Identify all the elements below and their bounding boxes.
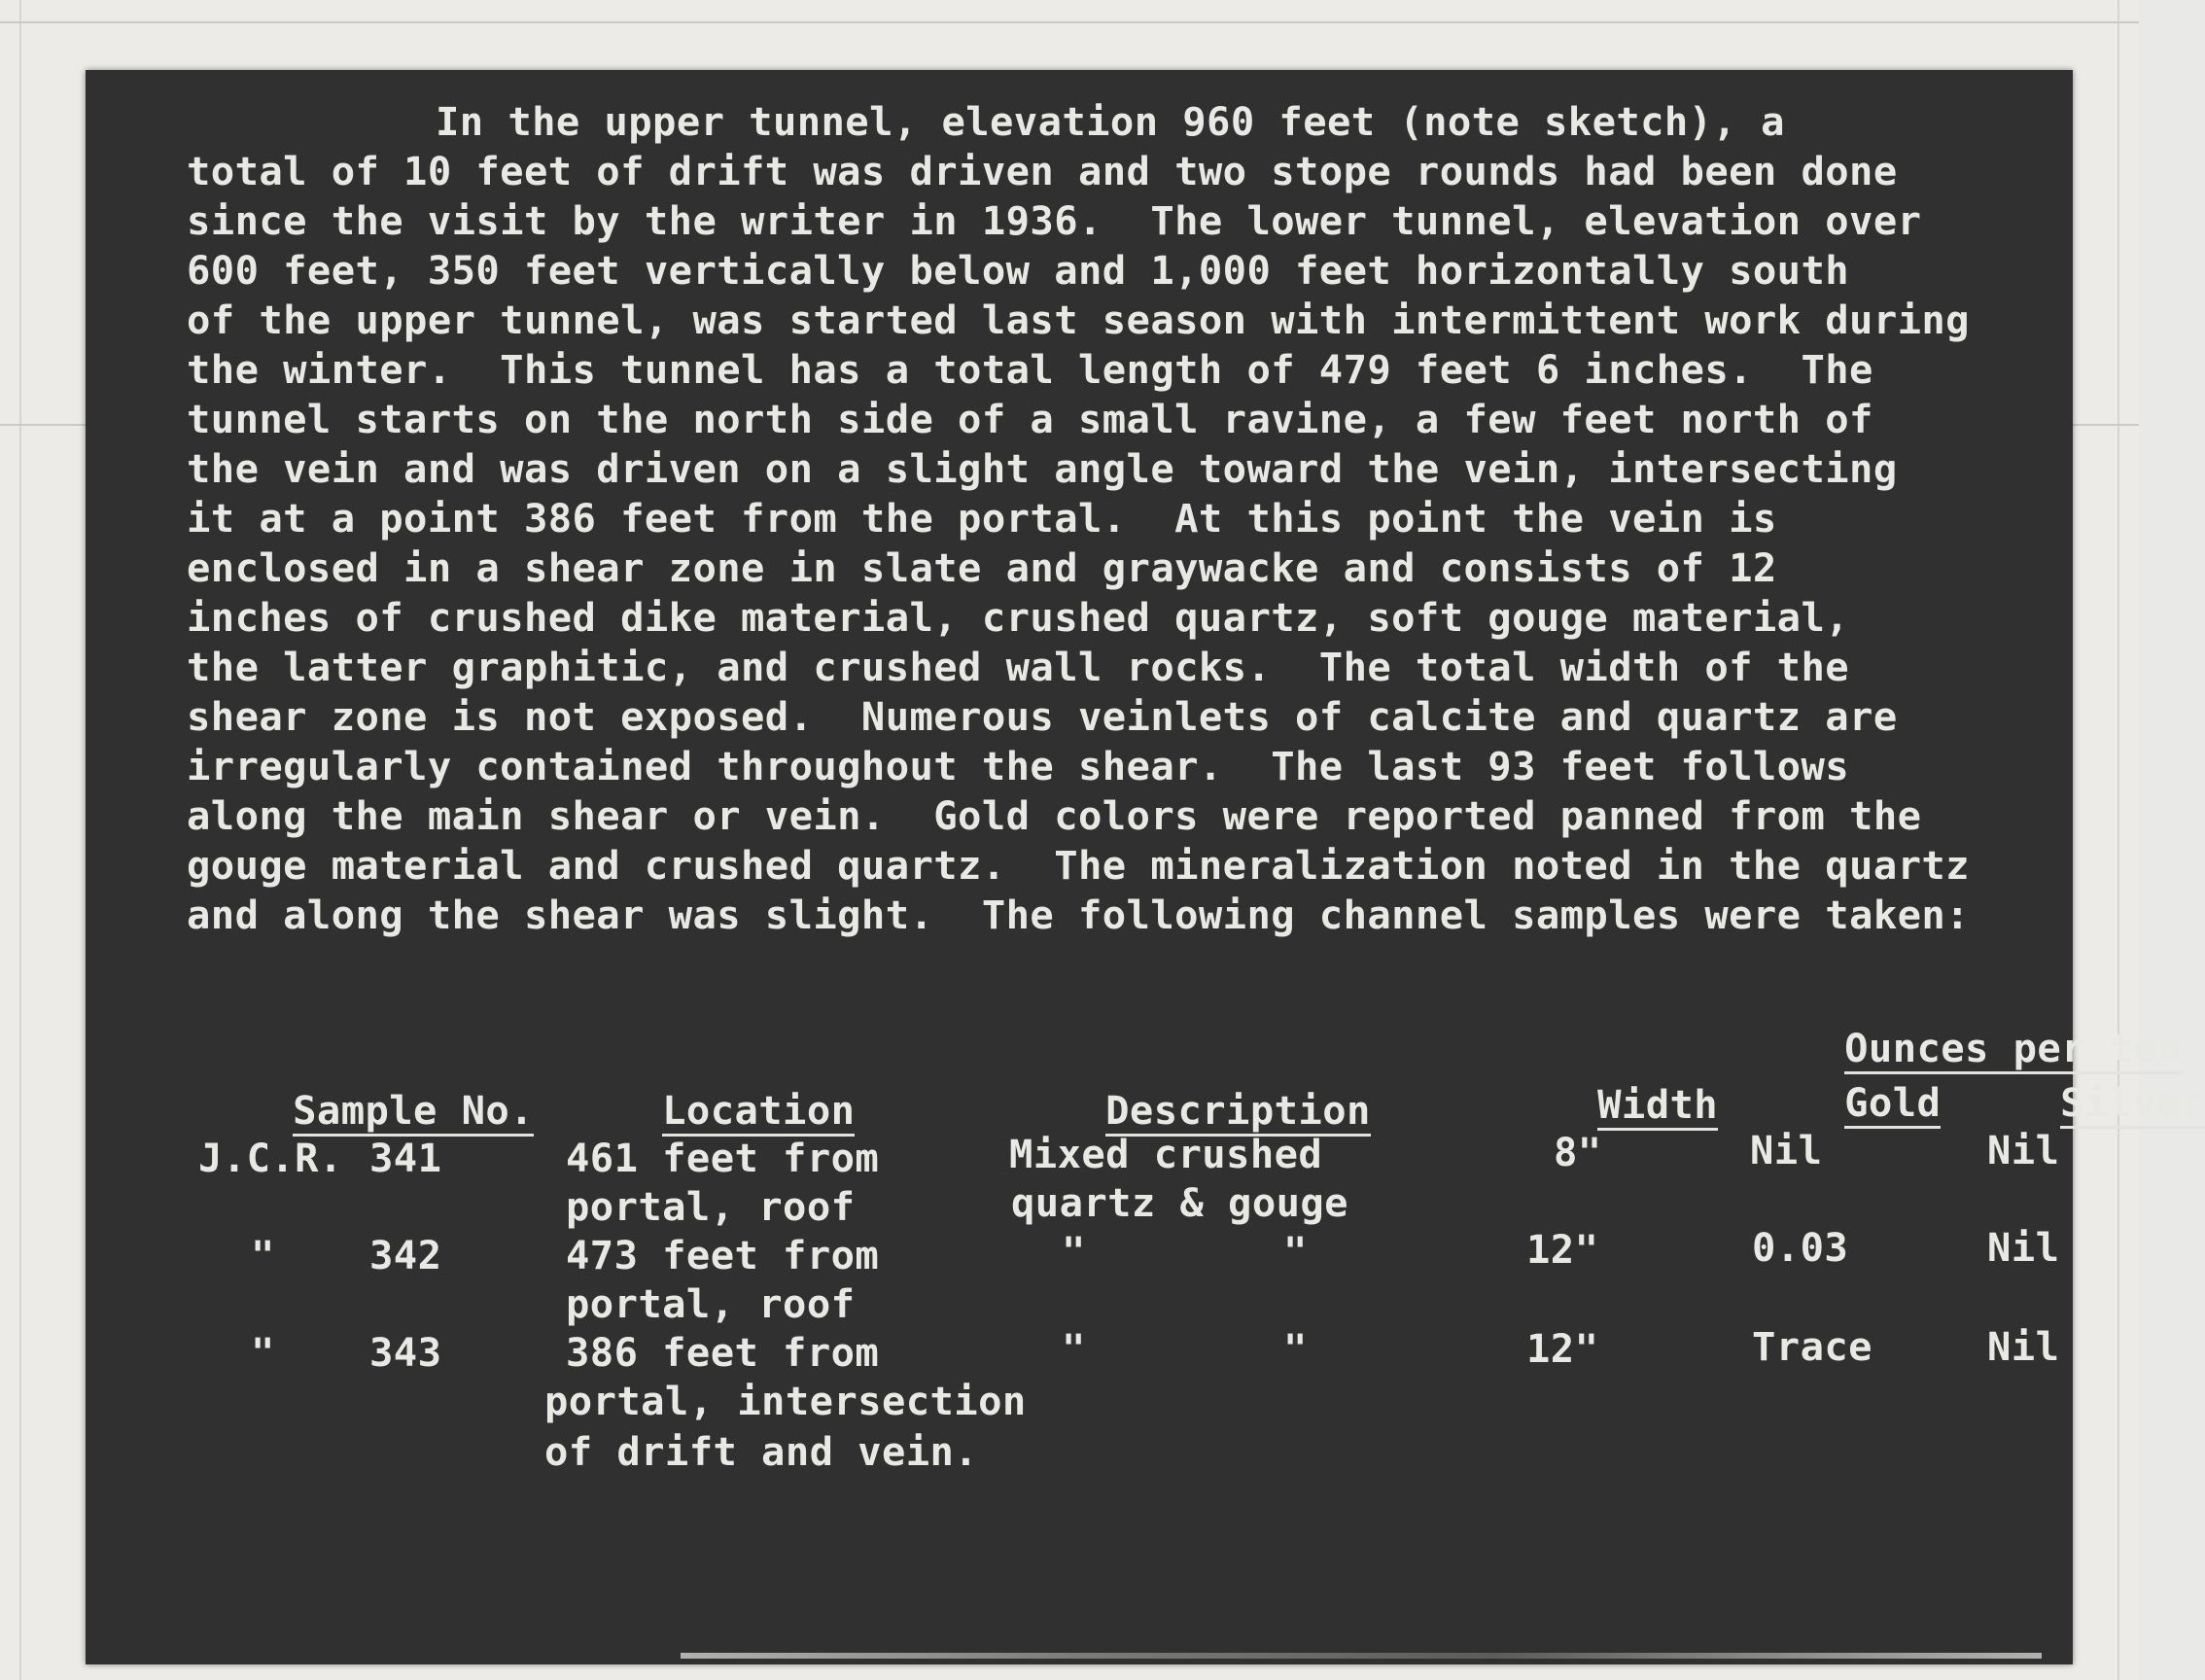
scan-top-line <box>0 21 2139 23</box>
paragraph-line: tunnel starts on the north side of a small ravine, a few feet north of <box>187 396 1873 442</box>
row2-width: 12" <box>1526 1226 1599 1273</box>
row1-width: 8" <box>1554 1129 1602 1175</box>
row1-gold: Nil <box>1750 1127 1823 1173</box>
row1-silver: Nil <box>1987 1127 2060 1173</box>
gold-header: Gold <box>1748 1029 1941 1177</box>
paragraph-line: inches of crushed dike material, crushed quartz, soft gouge material, <box>187 594 1850 641</box>
paragraph-line: the latter graphitic, and crushed wall rocks. The total width of the <box>187 644 1850 690</box>
location-header: Location <box>566 1036 855 1185</box>
row3-sample-ditto: " <box>251 1329 275 1376</box>
width-header: Width <box>1501 1031 1718 1179</box>
scan-margin-line <box>19 0 21 1680</box>
row2-silver: Nil <box>1987 1224 2060 1271</box>
paragraph-line: the vein and was driven on a slight angle toward the vein, intersecting <box>187 445 1898 492</box>
paragraph-line: gouge material and crushed quartz. The mineralization noted in the quartz <box>187 842 1970 889</box>
row3-location-line: of drift and vein. <box>544 1428 979 1475</box>
paragraph-line: since the visit by the writer in 1936. The lower tunnel, elevation over <box>187 197 1922 244</box>
row3-location-line: 386 feet from <box>566 1329 880 1376</box>
paragraph-line: it at a point 386 feet from the portal. At this point the vein is <box>187 495 1777 542</box>
ounces-per-ton-header: Ounces per ton <box>1748 974 2182 1123</box>
paragraph-line: total of 10 feet of drift was driven and two stope rounds had been done <box>187 148 1898 194</box>
row3-location-line: portal, intersection <box>544 1378 1027 1424</box>
row2-sample-ditto: " <box>251 1232 275 1278</box>
paragraph-line: and along the shear was slight. The following channel samples were taken: <box>187 892 1970 938</box>
body-paragraph <box>187 97 2063 940</box>
row2-gold: 0.03 <box>1752 1224 1849 1271</box>
paragraph-line: In the upper tunnel, elevation 960 feet (note sketch), a <box>436 98 1785 145</box>
row1-description-line: Mixed crushed <box>1009 1131 1323 1177</box>
scan-margin-line <box>2118 0 2119 1680</box>
row2-location-line: 473 feet from <box>566 1232 880 1278</box>
row3-silver: Nil <box>1987 1323 2060 1370</box>
row3-description-ditto: " <box>1283 1325 1308 1372</box>
paragraph-line: enclosed in a shear zone in slate and graywacke and consists of 12 <box>187 544 1777 591</box>
row1-location-line: portal, roof <box>566 1183 856 1230</box>
paragraph-line: along the main shear or vein. Gold colors were reported panned from the <box>187 792 1922 839</box>
row2-description-ditto: " <box>1062 1228 1086 1275</box>
paragraph-line: 600 feet, 350 feet vertically below and 1,000 feet horizontally south <box>187 247 1850 294</box>
row2-location-line: portal, roof <box>566 1280 856 1327</box>
silver-header: Silver <box>1964 1029 2205 1177</box>
row3-width: 12" <box>1526 1325 1599 1372</box>
paragraph-line: the winter. This tunnel has a total length of 479 feet 6 inches. The <box>187 346 1873 393</box>
row2-sample-num: 342 <box>369 1232 442 1278</box>
paragraph-line: of the upper tunnel, was started last season with intermittent work during <box>187 297 1970 343</box>
row1-sample-prefix: J.C.R. <box>198 1135 343 1181</box>
row3-gold: Trace <box>1752 1323 1872 1370</box>
row2-description-ditto: " <box>1283 1228 1308 1275</box>
torn-bottom-edge <box>681 1653 2042 1659</box>
row1-sample-num: 341 <box>369 1135 442 1181</box>
row1-description-line: quartz & gouge <box>1011 1179 1348 1226</box>
description-header: Description <box>1009 1036 1371 1185</box>
document-page <box>86 70 2205 1664</box>
row3-description-ditto: " <box>1062 1325 1086 1372</box>
paragraph-line: irregularly contained throughout the shear. The last 93 feet follows <box>187 743 1850 789</box>
row1-location-line: 461 feet from <box>566 1135 880 1181</box>
paragraph-line: shear zone is not exposed. Numerous veinlets of calcite and quartz are <box>187 693 1898 740</box>
sample-no-header: Sample No. <box>196 1036 534 1185</box>
row3-sample-num: 343 <box>369 1329 442 1376</box>
